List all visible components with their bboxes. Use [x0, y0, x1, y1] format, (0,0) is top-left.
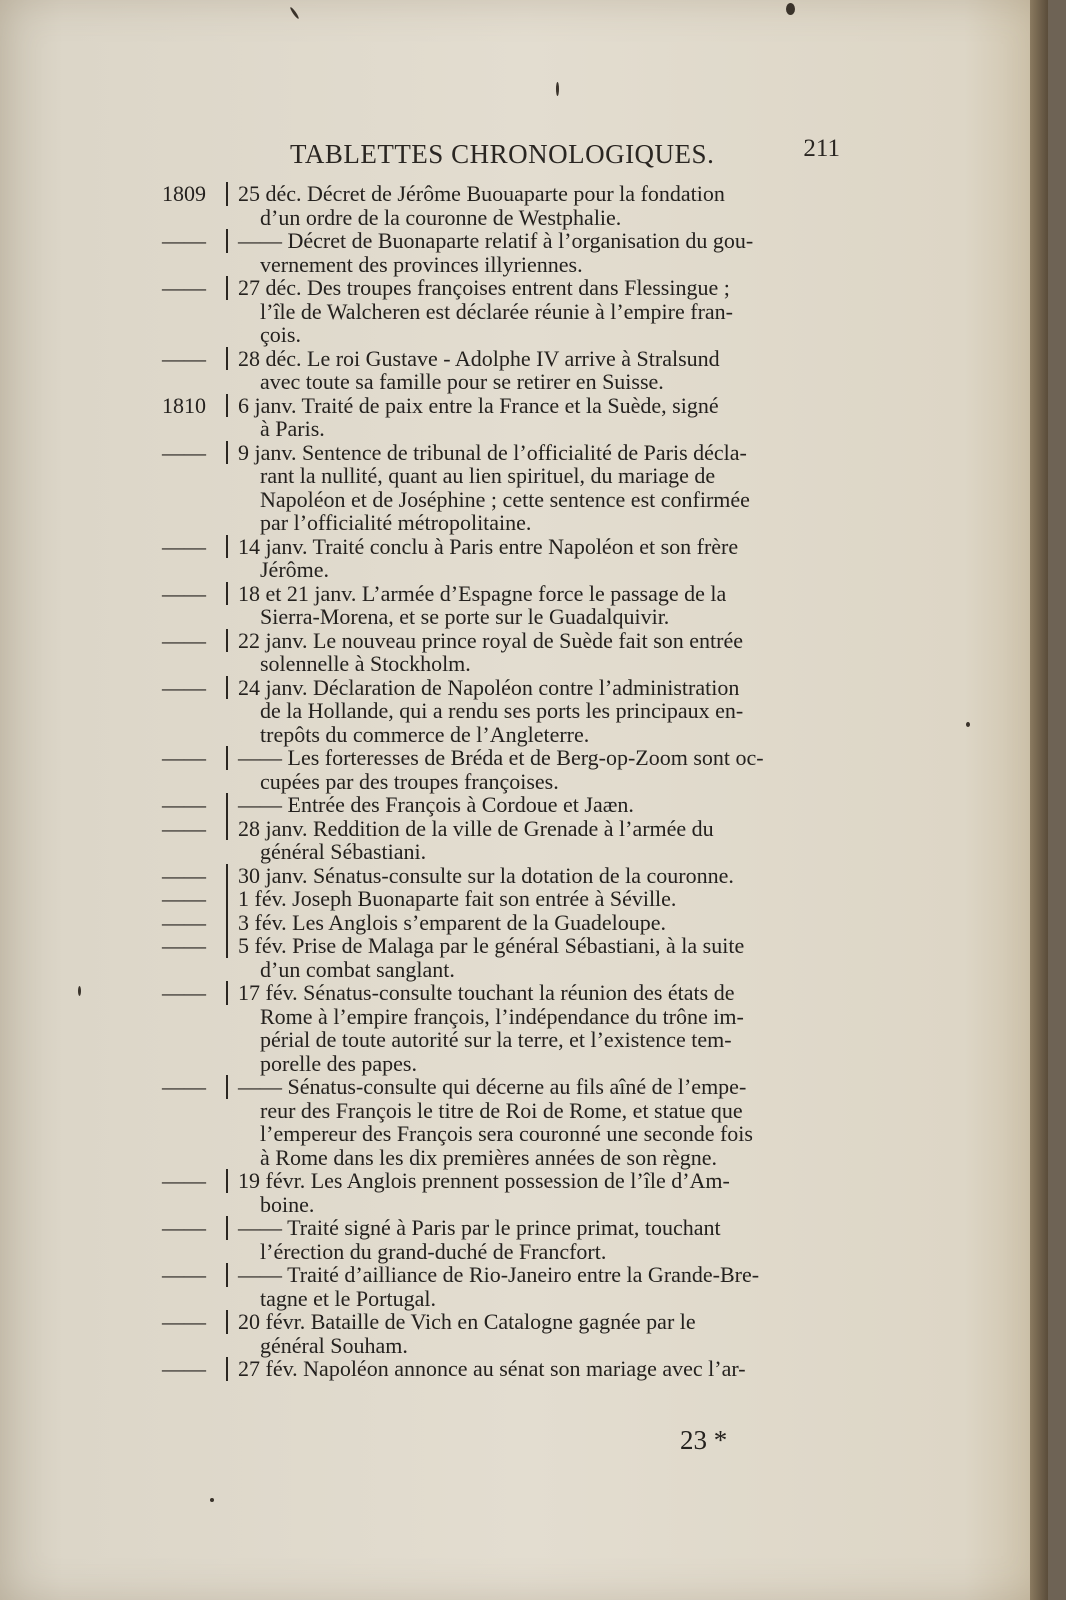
- entry-line: porelle des papes.: [260, 1050, 417, 1076]
- entry-line: boine.: [260, 1191, 315, 1217]
- entry-text: [238, 229, 880, 276]
- entry-line: 20 févr. Bataille de Vich en Catalogne gagnée par le: [238, 1309, 696, 1334]
- entry-year: ——: [150, 1263, 228, 1287]
- entry-line: 9 janv. Sentence de tribunal de l’officialité de Paris décla-: [238, 439, 747, 465]
- entry-text: [238, 1216, 880, 1263]
- entry-line: 30 janv. Sénatus-consulte sur la dotation de la couronne.: [238, 862, 734, 888]
- entry-text: [238, 793, 880, 817]
- ink-speck: [966, 722, 970, 727]
- chronology-entry: [150, 676, 880, 747]
- chronology-entry: [150, 276, 880, 347]
- chronology-table: [150, 182, 880, 1381]
- entry-line: général Souham.: [260, 1332, 408, 1358]
- ink-speck: [78, 986, 81, 996]
- entry-text: [238, 276, 880, 347]
- chronology-entry: [150, 1357, 880, 1381]
- entry-line: cupées par des troupes françoises.: [260, 768, 559, 794]
- chronology-entry: [150, 864, 880, 888]
- entry-year: 1810: [150, 394, 228, 418]
- chronology-entry: [150, 1075, 880, 1169]
- entry-line: par l’officialité métropolitaine.: [260, 510, 532, 535]
- entry-year: ——: [150, 582, 228, 606]
- entry-line: Jérôme.: [260, 557, 330, 582]
- entry-text: [238, 394, 880, 441]
- entry-text: [238, 582, 880, 629]
- entry-year: ——: [150, 347, 228, 371]
- entry-year: ——: [150, 1216, 228, 1240]
- entry-year: ——: [150, 911, 228, 935]
- entry-line: —— Entrée des François à Cordoue et Jaæn.: [238, 792, 634, 817]
- entry-line: l’île de Walcheren est déclarée réunie à l’empire fran-: [260, 298, 733, 324]
- entry-text: [238, 1075, 880, 1169]
- entry-line: à Rome dans les dix premières années de son règne.: [260, 1144, 717, 1170]
- entry-text: [238, 746, 880, 793]
- entry-line: 27 fév. Napoléon annonce au sénat son mariage avec l’ar-: [238, 1356, 746, 1381]
- entry-line: 1 fév. Joseph Buonaparte fait son entrée à Séville.: [238, 886, 677, 911]
- chronology-entry: [150, 394, 880, 441]
- entry-line: —— Traité d’ailliance de Rio-Janeiro entre la Grande-Bre-: [238, 1262, 760, 1287]
- entry-year: ——: [150, 629, 228, 653]
- chronology-entry: [150, 1263, 880, 1310]
- ink-speck: [289, 6, 299, 19]
- entry-line: 28 déc. Le roi Gustave - Adolphe IV arrive à Stralsund: [238, 345, 720, 371]
- entry-year: ——: [150, 441, 228, 465]
- running-title: TABLETTES CHRONOLOGIQUES.: [290, 139, 715, 169]
- chronology-entry: [150, 441, 880, 535]
- entry-year: ——: [150, 887, 228, 911]
- entry-text: [238, 864, 880, 888]
- entry-line: Rome à l’empire françois, l’indépendance du trône im-: [260, 1003, 744, 1029]
- entry-text: [238, 441, 880, 535]
- entry-year: ——: [150, 934, 228, 958]
- entry-line: 14 janv. Traité conclu à Paris entre Napoléon et son frère: [238, 533, 739, 559]
- entry-text: [238, 1310, 880, 1357]
- entry-year: 1809: [150, 182, 228, 206]
- ink-speck: [210, 1498, 214, 1502]
- chronology-entry: [150, 1169, 880, 1216]
- entry-year: ——: [150, 864, 228, 888]
- entry-line: l’érection du grand-duché de Francfort.: [260, 1238, 607, 1264]
- chronology-entry: [150, 817, 880, 864]
- entry-year: ——: [150, 1169, 228, 1193]
- entry-text: [238, 1357, 880, 1381]
- running-head: [280, 135, 840, 175]
- entry-line: —— Les forteresses de Bréda et de Berg-op-Zoom sont oc-: [238, 745, 764, 770]
- entry-text: [238, 934, 880, 981]
- entry-line: de la Hollande, qui a rendu ses ports les principaux en-: [260, 698, 744, 723]
- entry-line: à Paris.: [260, 416, 325, 441]
- chronology-entry: [150, 911, 880, 935]
- entry-text: [238, 535, 880, 582]
- entry-line: çois.: [260, 322, 301, 347]
- entry-line: 24 janv. Déclaration de Napoléon contre l’administration: [238, 674, 740, 700]
- entry-year: ——: [150, 535, 228, 559]
- entry-line: reur des François le titre de Roi de Rome, et statue que: [260, 1097, 743, 1123]
- entry-line: 6 janv. Traité de paix entre la France et la Suède, signé: [238, 392, 719, 418]
- entry-text: [238, 182, 880, 229]
- chronology-entry: [150, 229, 880, 276]
- entry-year: ——: [150, 746, 228, 770]
- page-edge: [1030, 0, 1048, 1600]
- entry-year: ——: [150, 276, 228, 300]
- entry-year: ——: [150, 793, 228, 817]
- entry-year: ——: [150, 1357, 228, 1381]
- chronology-entry: [150, 629, 880, 676]
- entry-line: 27 déc. Des troupes françoises entrent dans Flessingue ;: [238, 275, 730, 300]
- entry-text: [238, 347, 880, 394]
- entry-year: ——: [150, 229, 228, 253]
- entry-line: solennelle à Stockholm.: [260, 651, 471, 676]
- entry-line: —— Sénatus-consulte qui décerne au fils aîné de l’empe-: [238, 1074, 747, 1099]
- entry-line: d’un ordre de la couronne de Westphalie.: [260, 204, 622, 230]
- entry-line: 3 fév. Les Anglois s’emparent de la Guadeloupe.: [238, 909, 667, 935]
- signature-mark: 23 *: [680, 1425, 728, 1455]
- entry-line: —— Traité signé à Paris par le prince primat, touchant: [238, 1215, 721, 1240]
- chronology-entry: [150, 887, 880, 911]
- entry-line: 22 janv. Le nouveau prince royal de Suède fait son entrée: [238, 627, 743, 653]
- chronology-entry: [150, 1310, 880, 1357]
- entry-line: Napoléon et de Joséphine ; cette sentence est confirmée: [260, 486, 750, 512]
- ink-speck: [786, 3, 795, 15]
- entry-line: Sierra-Morena, et se porte sur le Guadalquivir.: [260, 604, 670, 629]
- chronology-entry: [150, 981, 880, 1075]
- entry-line: 25 déc. Décret de Jérôme Buouaparte pour la fondation: [238, 181, 725, 206]
- entry-text: [238, 629, 880, 676]
- entry-text: [238, 1263, 880, 1310]
- entry-line: général Sébastiani.: [260, 839, 427, 864]
- page-number: 211: [803, 135, 840, 162]
- entry-year: ——: [150, 981, 228, 1005]
- entry-line: l’empereur des François sera couronné une seconde fois: [260, 1121, 753, 1146]
- entry-text: [238, 817, 880, 864]
- entry-line: 17 fév. Sénatus-consulte touchant la réunion des états de: [238, 980, 735, 1005]
- entry-line: —— Décret de Buonaparte relatif à l’organisation du gou-: [238, 228, 754, 253]
- chronology-entry: [150, 746, 880, 793]
- chronology-entry: [150, 934, 880, 981]
- entry-text: [238, 911, 880, 935]
- entry-line: tagne et le Portugal.: [260, 1285, 436, 1311]
- entry-year: ——: [150, 1075, 228, 1099]
- ink-speck: [556, 82, 559, 96]
- entry-text: [238, 1169, 880, 1216]
- chronology-entry: [150, 1216, 880, 1263]
- entry-line: avec toute sa famille pour se retirer en Suisse.: [260, 369, 664, 394]
- entry-year: ——: [150, 817, 228, 841]
- entry-line: vernement des provinces illyriennes.: [260, 251, 583, 277]
- entry-line: périal de toute autorité sur la terre, et l’existence tem-: [260, 1027, 732, 1052]
- entry-year: ——: [150, 676, 228, 700]
- entry-text: [238, 676, 880, 747]
- entry-text: [238, 981, 880, 1075]
- entry-line: 28 janv. Reddition de la ville de Grenade à l’armée du: [238, 815, 714, 841]
- chronology-entry: [150, 793, 880, 817]
- entry-line: 19 févr. Les Anglois prennent possession de l’île d’Am-: [238, 1168, 730, 1193]
- entry-text: [238, 887, 880, 911]
- chronology-entry: [150, 535, 880, 582]
- chronology-entry: [150, 347, 880, 394]
- chronology-entry: [150, 182, 880, 229]
- entry-line: d’un combat sanglant.: [260, 956, 455, 982]
- entry-line: trepôts du commerce de l’Angleterre.: [260, 721, 590, 747]
- chronology-entry: [150, 582, 880, 629]
- entry-line: rant la nullité, quant au lien spirituel, du mariage de: [260, 463, 716, 488]
- entry-line: 5 fév. Prise de Malaga par le général Sébastiani, à la suite: [238, 933, 745, 958]
- entry-year: ——: [150, 1310, 228, 1334]
- entry-line: 18 et 21 janv. L’armée d’Espagne force le passage de la: [238, 580, 727, 606]
